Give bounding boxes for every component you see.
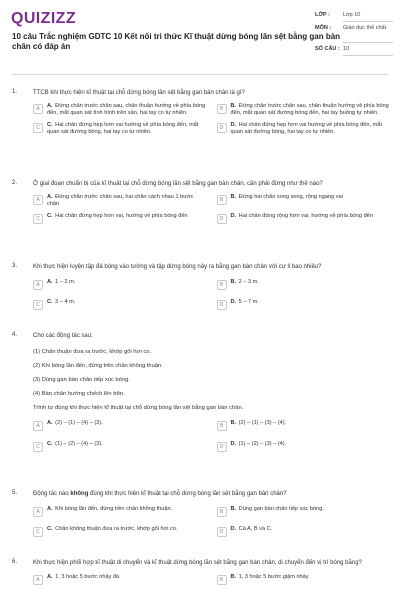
option-text: Khi bóng lăn đến, đứng trên chân không thuận. (55, 506, 173, 512)
option-a[interactable] (33, 194, 207, 208)
option-b[interactable] (217, 194, 391, 208)
question-number: 2. (12, 180, 18, 186)
option-letter: C. (47, 213, 53, 219)
answer-options (33, 194, 390, 225)
option-text: Chân không thuận đưa ra trước, khớp gối hơi co. (55, 526, 178, 532)
option-box[interactable]: B (217, 280, 227, 290)
statement-4: (4) Bàn chân hướng chếch lên trên. (33, 391, 125, 397)
option-text: 2 – 3 m. (238, 279, 259, 285)
question-text: Khi thực hiện phối hợp kĩ thuật di chuyển và kĩ thuật dừng bóng lăn sệt bằng gan bàn chân, di chuyển đến vị trí bóng bằng? (33, 560, 362, 566)
option-text: Cả A, B và C. (238, 526, 273, 532)
option-text: (1) – (2) – (3) – (4). (238, 441, 287, 447)
option-letter: A. (47, 574, 53, 580)
option-c[interactable] (33, 299, 207, 311)
meta-subject (315, 25, 393, 43)
option-letter: A. (47, 279, 53, 285)
option-letter: A. (47, 194, 53, 200)
option-box[interactable]: B (217, 507, 227, 517)
meta-panel (315, 12, 393, 59)
meta-count (315, 46, 393, 56)
question-number: 4. (12, 332, 18, 338)
answer-options (33, 420, 390, 453)
meta-subject-value: Giáo dục thể chất (343, 25, 393, 43)
option-a[interactable] (33, 279, 207, 291)
option-letter: B. (230, 420, 237, 426)
option-c[interactable] (33, 122, 207, 136)
option-box[interactable]: A (33, 507, 43, 517)
option-box[interactable]: D (217, 214, 227, 224)
option-letter: B. (230, 279, 237, 285)
option-letter: C. (47, 122, 53, 128)
option-box[interactable]: A (33, 104, 43, 114)
statement-1: (1) Chân thuận đưa ra trước, khớp gối hơi co. (33, 349, 152, 355)
statement-3: (3) Dùng gan bàn chân tiếp xúc bóng. (33, 377, 131, 383)
option-box[interactable]: C (33, 300, 43, 310)
option-text: Hai chân đứng hẹp hơn vai hướng về phía bóng đến, mắt quan sát đường bóng, hai tay co tự nhiên. (47, 122, 199, 135)
option-box[interactable]: D (217, 442, 227, 452)
meta-class-label: LỚP : (315, 12, 330, 18)
option-letter: D. (230, 213, 237, 219)
option-text: 1, 3 hoặc 5 bước giậm nhảy (238, 574, 309, 580)
option-text: (2) – (1) – (3) – (4). (238, 420, 287, 426)
option-b[interactable] (217, 506, 391, 518)
option-box[interactable]: D (217, 300, 227, 310)
question-text: Ở giai đoạn chuẩn bị của kĩ thuật tại chỗ dừng bóng lăn sệt bằng gan bàn chân, cần phải đứng như thế nào? (33, 181, 323, 187)
answer-options (33, 279, 390, 311)
option-c[interactable] (33, 526, 207, 538)
option-d[interactable] (217, 213, 391, 225)
option-box[interactable]: B (217, 421, 227, 431)
option-letter: D. (230, 526, 237, 532)
worksheet-header (0, 0, 400, 70)
option-letter: A. (47, 103, 53, 109)
meta-class-value: Lớp 10 (343, 12, 393, 22)
answer-options (33, 574, 390, 586)
answer-options (33, 506, 390, 538)
option-c[interactable] (33, 441, 207, 453)
question-1 (12, 89, 390, 136)
option-box[interactable]: B (217, 195, 227, 205)
option-box[interactable]: A (33, 195, 43, 205)
option-box[interactable]: C (33, 123, 43, 133)
option-d[interactable] (217, 441, 391, 453)
option-box[interactable]: A (33, 280, 43, 290)
header-divider (12, 74, 388, 75)
option-a[interactable] (33, 506, 207, 518)
option-box[interactable]: B (217, 104, 227, 114)
option-box[interactable]: A (33, 575, 43, 585)
question-number: 6. (12, 559, 18, 565)
meta-count-value: 10 (343, 46, 393, 56)
option-d[interactable] (217, 526, 391, 538)
option-text: Hai chân đứng hẹp hơn vai, hướng về phía bóng đến (55, 213, 188, 219)
option-text: Dùng gan bàn chân tiếp xúc bóng. (238, 506, 324, 512)
meta-count-label: SỐ CÂU : (315, 46, 340, 52)
option-letter: C. (47, 441, 53, 447)
option-letter: B. (230, 574, 237, 580)
option-letter: B. (230, 194, 237, 200)
option-letter: D. (230, 122, 237, 128)
option-c[interactable] (33, 213, 207, 225)
option-box[interactable]: C (33, 527, 43, 537)
question-5 (12, 490, 390, 538)
option-a[interactable] (33, 574, 207, 586)
option-text: 1, 3 hoặc 5 bước nhảy đà (55, 574, 120, 580)
option-text: 5 – 7 m. (238, 299, 259, 305)
option-a[interactable] (33, 103, 207, 117)
keyword-not: không (70, 491, 89, 497)
option-letter: D. (230, 441, 237, 447)
option-letter: A. (47, 420, 53, 426)
option-letter: C. (47, 526, 53, 532)
option-b[interactable] (217, 420, 391, 432)
question-6 (12, 559, 390, 586)
option-b[interactable] (217, 103, 391, 117)
option-d[interactable] (217, 122, 391, 136)
option-text: 1 – 2 m. (55, 279, 76, 285)
option-letter: B. (230, 103, 237, 109)
option-b[interactable] (217, 279, 391, 291)
option-b[interactable] (217, 574, 391, 586)
question-text: Động tác nào không đúng khi thực hiện kĩ thuật tại chỗ dừng bóng lăn sệt bằng gan bàn chân? (33, 491, 287, 497)
question-followup: Trình tự đúng khi thực hiện kĩ thuật tại chỗ dừng bóng lăn sệt bằng gan bàn chân. (33, 405, 244, 411)
question-2 (12, 180, 390, 225)
quizizz-logo: QUIZIZZ (11, 10, 77, 27)
option-box[interactable]: C (33, 214, 43, 224)
option-text: Đứng chân trước chân sau, chân thuận hướng về phía bóng đến, mắt quan sát tình hình trên sân, hai tay co tự nhiên. (47, 103, 206, 116)
question-number: 5. (12, 490, 18, 496)
option-d[interactable] (217, 299, 391, 311)
worksheet-title: 10 câu Trắc nghiệm GDTC 10 Kết nối tri thức Kĩ thuật dừng bóng lăn sệt bằng gan bàn chân có đáp án (12, 32, 341, 51)
meta-subject-label: MÔN : (315, 25, 332, 31)
meta-class (315, 12, 393, 22)
option-a[interactable] (33, 420, 207, 432)
question-3 (12, 263, 390, 311)
option-text: Hai chân đứng rộng hơn vai, hướng về phía bóng đến (238, 213, 373, 219)
question-number: 3. (12, 263, 18, 269)
option-box[interactable]: B (217, 575, 227, 585)
option-text: 3 – 4 m. (55, 299, 76, 305)
option-letter: D. (230, 299, 237, 305)
option-text: (2) – (1) – (4) – (3). (55, 420, 103, 426)
option-text: Đứng hai chân song song, rộng ngang vai (238, 194, 343, 200)
option-box[interactable]: A (33, 421, 43, 431)
option-text: Đứng chân trước chân sau, hai chân cách nhau 1 bước chân (47, 194, 194, 207)
option-letter: B. (230, 506, 237, 512)
option-box[interactable]: D (217, 123, 227, 133)
answer-options (33, 103, 390, 136)
statement-2: (2) Khi bóng lăn đến, đứng trên chân không thuận. (33, 363, 163, 369)
option-box[interactable]: C (33, 442, 43, 452)
option-text: (1) – (2) – (4) – (3). (55, 441, 103, 447)
option-box[interactable]: D (217, 527, 227, 537)
question-text: Khi thực hiện luyện tập đá bóng vào tường và tập dừng bóng nảy ra bằng gan bàn chân với cự li bao nhiêu? (33, 264, 322, 270)
question-text: Cho các động tác sau: (33, 333, 93, 339)
option-letter: C. (47, 299, 53, 305)
option-text: Đứng chân trước chân sau, chân thuận hướng về phía bóng đến, mắt quan sát đường bóng đến, hai tay buông tự nhiên. (230, 103, 389, 116)
question-number: 1. (12, 89, 18, 95)
question-4 (12, 332, 390, 453)
option-text: Hai chân đứng hẹp hơn vai hướng về phía bóng đến, mắt quan sát đường bóng, hai tay co tự nhiên. (230, 122, 382, 135)
option-letter: A. (47, 506, 53, 512)
question-text: TTCB khi thực hiện kĩ thuật tại chỗ dừng bóng lăn sệt bằng gan bàn chân là gì? (33, 90, 245, 96)
